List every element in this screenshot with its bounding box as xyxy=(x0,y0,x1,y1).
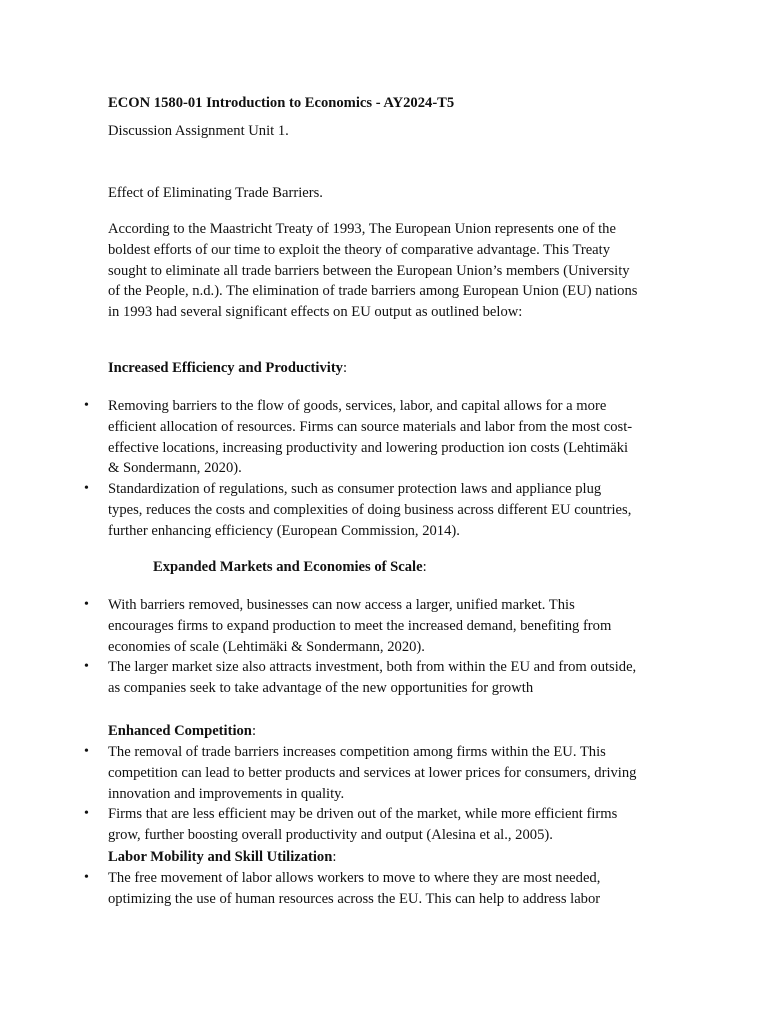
list-item-text: The larger market size also attracts investment, both from within the EU and from outside, as companies seek to take advantage of the new opportunities for growth xyxy=(108,659,637,697)
section-heading-text: Increased Efficiency and Productivity xyxy=(108,360,343,376)
bullet-list-competition xyxy=(0,742,638,846)
bullet-icon: • xyxy=(84,481,89,497)
section-heading-suffix: : xyxy=(342,360,348,376)
assignment-subtitle: Discussion Assignment Unit 1. xyxy=(108,123,289,139)
list-item xyxy=(0,868,638,910)
bullet-icon: • xyxy=(84,870,89,885)
section-heading-text: Labor Mobility and Skill Utilization xyxy=(108,849,333,865)
list-item-text: Firms that are less efficient may be driven out of the market, while more efficient firms grow, further boosting overall productivity and output (Alesina et al., 2005). xyxy=(108,806,618,844)
section-heading-efficiency xyxy=(108,358,347,379)
list-item-text: The free movement of labor allows workers to move to where they are most needed, optimizing the use of human resources across the EU. This can help to address labor xyxy=(108,870,601,907)
section-heading-text: Expanded Markets and Economies of Scale xyxy=(153,559,423,575)
bullet-list-efficiency xyxy=(0,396,638,542)
bullet-list-markets xyxy=(0,595,638,699)
section-heading-competition xyxy=(108,721,256,742)
section-heading-text: Enhanced Competition xyxy=(108,723,252,739)
list-item-text: Standardization of regulations, such as consumer protection laws and appliance plug types, reduces the costs and complexities of doing business across different EU countries, further enhancing efficiency (European Commission, 2014). xyxy=(108,481,632,539)
bullet-icon: • xyxy=(84,806,89,822)
list-item xyxy=(0,804,638,846)
intro-text: According to the Maastricht Treaty of 1993, The European Union represents one of the boldest efforts of our time to exploit the theory of comparative advantage. This Treaty sought to eliminate all trade barriers between the European Union’s members (University of the People, n.d.). The elimination of trade barriers among European Union (EU) nations in 1993 had several significant effects on EU output as outlined below: xyxy=(108,221,638,321)
bullet-icon: • xyxy=(84,398,89,413)
list-item xyxy=(0,396,638,479)
intro-paragraph xyxy=(108,219,638,323)
section-heading-markets xyxy=(153,557,427,578)
bullet-list-labor xyxy=(0,868,638,910)
bullet-icon: • xyxy=(84,744,89,759)
list-item xyxy=(0,595,638,657)
essay-title: Effect of Eliminating Trade Barriers. xyxy=(108,185,323,201)
list-item-text: With barriers removed, businesses can now access a larger, unified market. This encourages firms to expand production to meet the increased demand, benefiting from economies of scale (Lehtimäki & Sondermann, 2020). xyxy=(108,597,612,655)
section-heading-suffix: : xyxy=(422,559,427,575)
section-heading-labor xyxy=(108,847,336,868)
list-item xyxy=(0,657,638,699)
course-title: ECON 1580-01 Introduction to Economics - AY2024-T5 xyxy=(108,95,455,111)
list-item-text: Removing barriers to the flow of goods, services, labor, and capital allows for a more efficient allocation of resources. Firms can source materials and labor from the most cost-effective locations, increasing productivity and lowering production ion costs (Lehtimäki & Sondermann, 2020). xyxy=(108,398,633,477)
bullet-icon: • xyxy=(84,597,89,612)
section-heading-suffix: : xyxy=(332,849,337,865)
bullet-icon: • xyxy=(84,659,89,675)
section-heading-suffix: : xyxy=(251,723,256,739)
list-item xyxy=(0,479,638,541)
list-item-text: The removal of trade barriers increases competition among firms within the EU. This competition can lead to better products and services at lower prices for consumers, driving innovation and improvements in quality. xyxy=(108,744,637,802)
list-item xyxy=(0,742,638,804)
